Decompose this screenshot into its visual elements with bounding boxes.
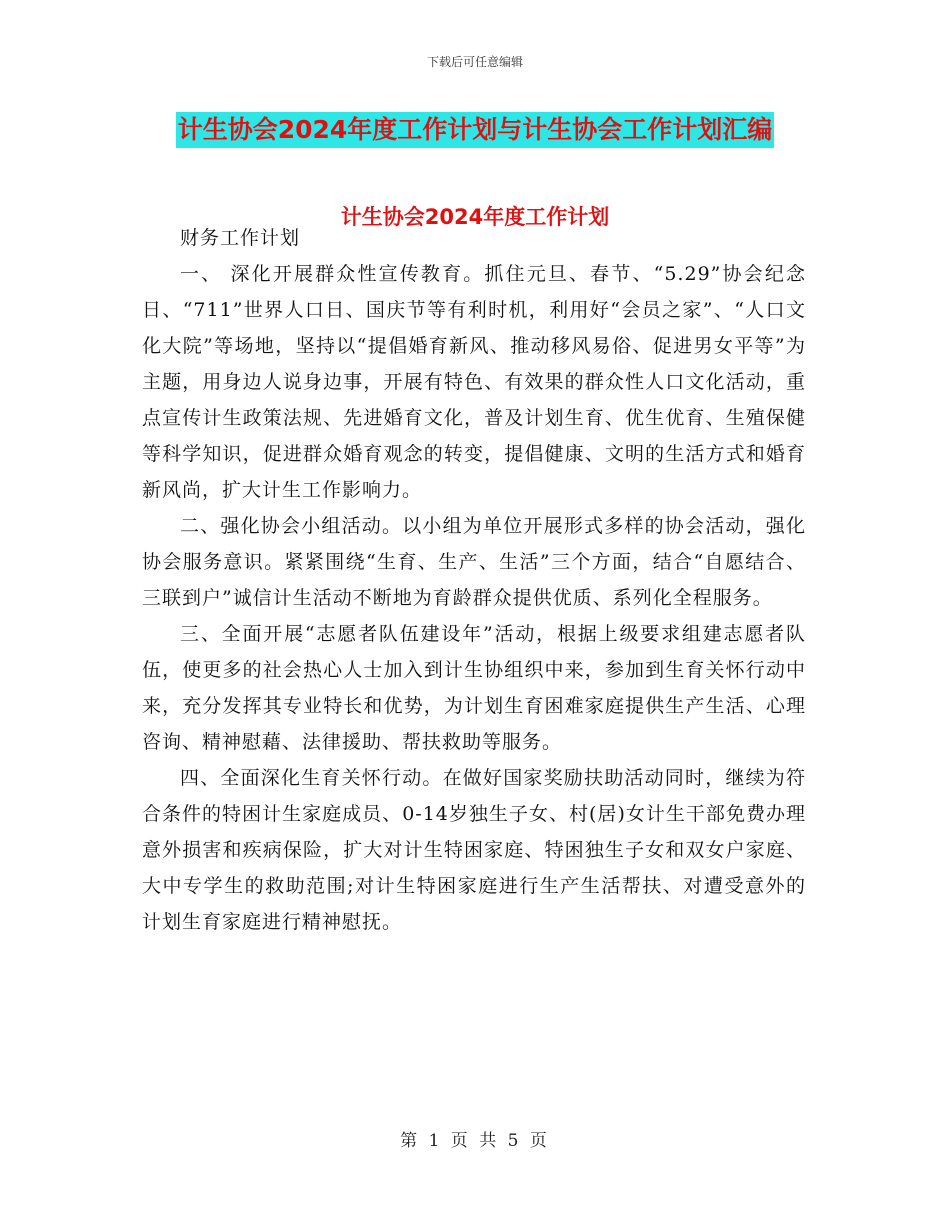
paragraph-2: 二、强化协会小组活动。以小组为单位开展形式多样的协会活动，强化协会服务意识。紧紧围绕“生育、生产、生活”三个方面，结合“自愿结合、三联到户”诚信计生活动不断地为育龄群众提供优质、系列化全程服务。 bbox=[142, 515, 806, 609]
page-header-note: 下载后可任意编辑 bbox=[426, 55, 523, 69]
main-title: 计生协会2024年度工作计划与计生协会工作计划汇编 bbox=[176, 112, 775, 148]
document-body bbox=[142, 220, 806, 940]
section-label: 财务工作计划 bbox=[180, 227, 301, 249]
main-title-container bbox=[0, 112, 950, 148]
paragraph-1: 一、 深化开展群众性宣传教育。抓住元旦、春节、“5.29”协会纪念日、“711”世界人口日、国庆节等有利时机，利用好“会员之家”、“人口文化大院”等场地，坚持以“提倡婚育新风、推动移风易俗、促进男女平等”为主题，用身边人说身边事，开展有特色、有效果的群众性人口文化活动，重点宣传计生政策法规、先进婚育文化，普及计划生育、优生优育、生殖保健等科学知识，促进群众婚育观念的转变，提倡健康、文明的生活方式和婚育新风尚，扩大计生工作影响力。 bbox=[142, 263, 806, 501]
paragraph-3: 三、全面开展“志愿者队伍建设年”活动，根据上级要求组建志愿者队伍，使更多的社会热心人士加入到计生协组织中来，参加到生育关怀行动中来，充分发挥其专业特长和优势，为计划生育困难家庭提供生产生活、心理咨询、精神慰藉、法律援助、帮扶救助等服务。 bbox=[142, 623, 806, 753]
paragraph-4: 四、全面深化生育关怀行动。在做好国家奖励扶助活动同时，继续为符合条件的特困计生家庭成员、0-14岁独生子女、村(居)女计生干部免费办理意外损害和疾病保险，扩大对计生特困家庭、特困独生子女和双女户家庭、大中专学生的救助范围;对计生特困家庭进行生产生活帮扶、对遭受意外的计划生育家庭进行精神慰抚。 bbox=[142, 767, 806, 933]
sub-title: 计生协会2024年度工作计划 bbox=[340, 205, 610, 229]
page-footer: 第 1 页 共 5 页 bbox=[400, 1131, 550, 1151]
